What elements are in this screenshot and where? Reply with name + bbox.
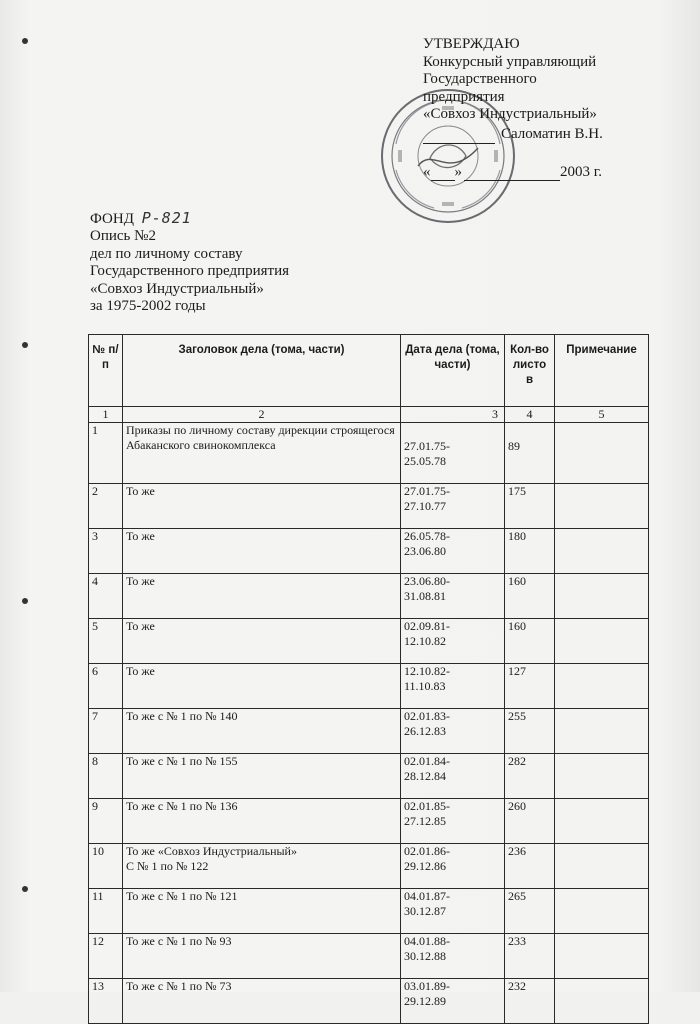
approval-position-line: Конкурсный управляющий xyxy=(423,53,597,70)
row-sheets-cell: 160 xyxy=(505,619,555,664)
table-row xyxy=(89,844,649,889)
row-sheets-cell: 175 xyxy=(505,484,555,529)
table-row xyxy=(89,799,649,844)
column-number: 1 xyxy=(89,407,123,423)
row-sheets-cell: 260 xyxy=(505,799,555,844)
inventory-number: Опись №2 xyxy=(90,228,156,245)
row-title-cell: То же с № 1 по № 93 xyxy=(123,934,401,979)
row-number-cell: 12 xyxy=(89,934,123,979)
row-date-cell: 02.01.85- 27.12.85 xyxy=(401,799,505,844)
row-note-cell xyxy=(555,934,649,979)
table-row xyxy=(89,529,649,574)
punch-hole-mark xyxy=(22,38,28,44)
row-title-cell: То же с № 1 по № 136 xyxy=(123,799,401,844)
table-row xyxy=(89,484,649,529)
row-date-cell: 12.10.82- 11.10.83 xyxy=(401,664,505,709)
row-sheets-cell: 89 xyxy=(505,423,555,484)
approval-position-line: Государственного xyxy=(423,71,537,87)
approval-year: 2003 г. xyxy=(560,163,602,180)
table-row xyxy=(89,754,649,799)
column-number: 5 xyxy=(555,407,649,423)
row-sheets-cell: 233 xyxy=(505,934,555,979)
row-number-cell: 8 xyxy=(89,754,123,799)
row-note-cell xyxy=(555,529,649,574)
fund-block xyxy=(90,210,289,315)
row-title-cell: То же с № 1 по № 155 xyxy=(123,754,401,799)
date-open-quote: « xyxy=(423,163,431,180)
signature-blank xyxy=(423,129,495,144)
row-number-cell: 4 xyxy=(89,574,123,619)
date-close-quote: » xyxy=(454,163,462,180)
approval-heading: УТВЕРЖДАЮ xyxy=(423,36,520,52)
column-number-row xyxy=(89,407,649,423)
row-number-cell: 7 xyxy=(89,709,123,754)
approval-date xyxy=(423,164,603,182)
row-sheets-cell: 180 xyxy=(505,529,555,574)
row-date-cell: 27.01.75- 27.10.77 xyxy=(401,484,505,529)
approval-org: «Совхоз Индустриальный» xyxy=(423,106,597,122)
row-note-cell xyxy=(555,844,649,889)
column-number: 4 xyxy=(505,407,555,423)
table-row xyxy=(89,619,649,664)
inventory-period: за 1975-2002 годы xyxy=(90,298,206,315)
row-title-cell: То же с № 1 по № 73 xyxy=(123,979,401,1024)
column-number: 2 xyxy=(123,407,401,423)
row-title-cell: То же xyxy=(123,574,401,619)
row-number-cell: 1 xyxy=(89,423,123,484)
row-number-cell: 10 xyxy=(89,844,123,889)
row-sheets-cell: 127 xyxy=(505,664,555,709)
row-sheets-cell: 265 xyxy=(505,889,555,934)
date-day-blank xyxy=(431,166,455,181)
column-header: № п/п xyxy=(89,335,123,407)
row-title-cell: То же с № 1 по № 140 xyxy=(123,709,401,754)
row-number-cell: 6 xyxy=(89,664,123,709)
row-note-cell xyxy=(555,799,649,844)
punch-hole-mark xyxy=(22,598,28,604)
row-number-cell: 3 xyxy=(89,529,123,574)
inventory-table xyxy=(88,334,649,1024)
row-date-cell: 02.01.86- 29.12.86 xyxy=(401,844,505,889)
row-note-cell xyxy=(555,619,649,664)
table-header-row xyxy=(89,335,649,407)
approval-position-line: предприятия xyxy=(423,88,505,105)
row-date-cell: 23.06.80- 31.08.81 xyxy=(401,574,505,619)
row-number-cell: 13 xyxy=(89,979,123,1024)
row-sheets-cell: 282 xyxy=(505,754,555,799)
row-sheets-cell: 232 xyxy=(505,979,555,1024)
row-date-cell: 04.01.87- 30.12.87 xyxy=(401,889,505,934)
column-header: Примечание xyxy=(555,335,649,407)
table-row xyxy=(89,574,649,619)
approval-block xyxy=(423,36,603,181)
row-note-cell xyxy=(555,754,649,799)
column-header: Дата дела (тома, части) xyxy=(401,335,505,407)
inventory-description: «Совхоз Индустриальный» xyxy=(90,280,264,297)
table-row xyxy=(89,423,649,484)
row-note-cell xyxy=(555,889,649,934)
inventory-description: дел по личному составу xyxy=(90,245,243,262)
row-date-cell: 26.05.78- 23.06.80 xyxy=(401,529,505,574)
row-date-cell: 27.01.75- 25.05.78 xyxy=(401,423,505,484)
row-number-cell: 5 xyxy=(89,619,123,664)
row-sheets-cell: 255 xyxy=(505,709,555,754)
row-note-cell xyxy=(555,484,649,529)
row-sheets-cell: 160 xyxy=(505,574,555,619)
inventory-description: Государственного предприятия xyxy=(90,263,290,280)
row-date-cell: 02.09.81- 12.10.82 xyxy=(401,619,505,664)
row-title-cell: То же xyxy=(123,664,401,709)
row-title-cell: То же с № 1 по № 121 xyxy=(123,889,401,934)
date-month-blank xyxy=(464,166,560,181)
fund-number: Р-821 xyxy=(141,209,192,227)
punch-hole-mark xyxy=(22,342,28,348)
row-title-cell: То же xyxy=(123,484,401,529)
row-note-cell xyxy=(555,709,649,754)
table-row xyxy=(89,979,649,1024)
row-sheets-cell: 236 xyxy=(505,844,555,889)
row-date-cell: 04.01.88- 30.12.88 xyxy=(401,934,505,979)
table-row xyxy=(89,664,649,709)
punch-hole-mark xyxy=(22,886,28,892)
row-title-cell: Приказы по личному составу дирекции строящегося Абаканского свинокомплекса xyxy=(123,423,401,484)
row-date-cell: 02.01.83- 26.12.83 xyxy=(401,709,505,754)
table-row xyxy=(89,709,649,754)
row-title-cell: То же «Совхоз Индустриальный» С № 1 по № 122 xyxy=(123,844,401,889)
row-date-cell: 03.01.89- 29.12.89 xyxy=(401,979,505,1024)
column-header: Кол-во листо в xyxy=(505,335,555,407)
row-note-cell xyxy=(555,664,649,709)
row-title-cell: То же xyxy=(123,529,401,574)
approval-signer: Саломатин В.Н. xyxy=(501,126,603,142)
column-header: Заголовок дела (тома, части) xyxy=(123,335,401,407)
table-row xyxy=(89,934,649,979)
row-number-cell: 11 xyxy=(89,889,123,934)
fund-label: ФОНД xyxy=(90,211,134,227)
row-note-cell xyxy=(555,979,649,1024)
row-note-cell xyxy=(555,423,649,484)
column-number: 3 xyxy=(401,407,505,423)
row-date-cell: 02.01.84- 28.12.84 xyxy=(401,754,505,799)
row-note-cell xyxy=(555,574,649,619)
row-title-cell: То же xyxy=(123,619,401,664)
row-number-cell: 2 xyxy=(89,484,123,529)
table-row xyxy=(89,889,649,934)
row-number-cell: 9 xyxy=(89,799,123,844)
